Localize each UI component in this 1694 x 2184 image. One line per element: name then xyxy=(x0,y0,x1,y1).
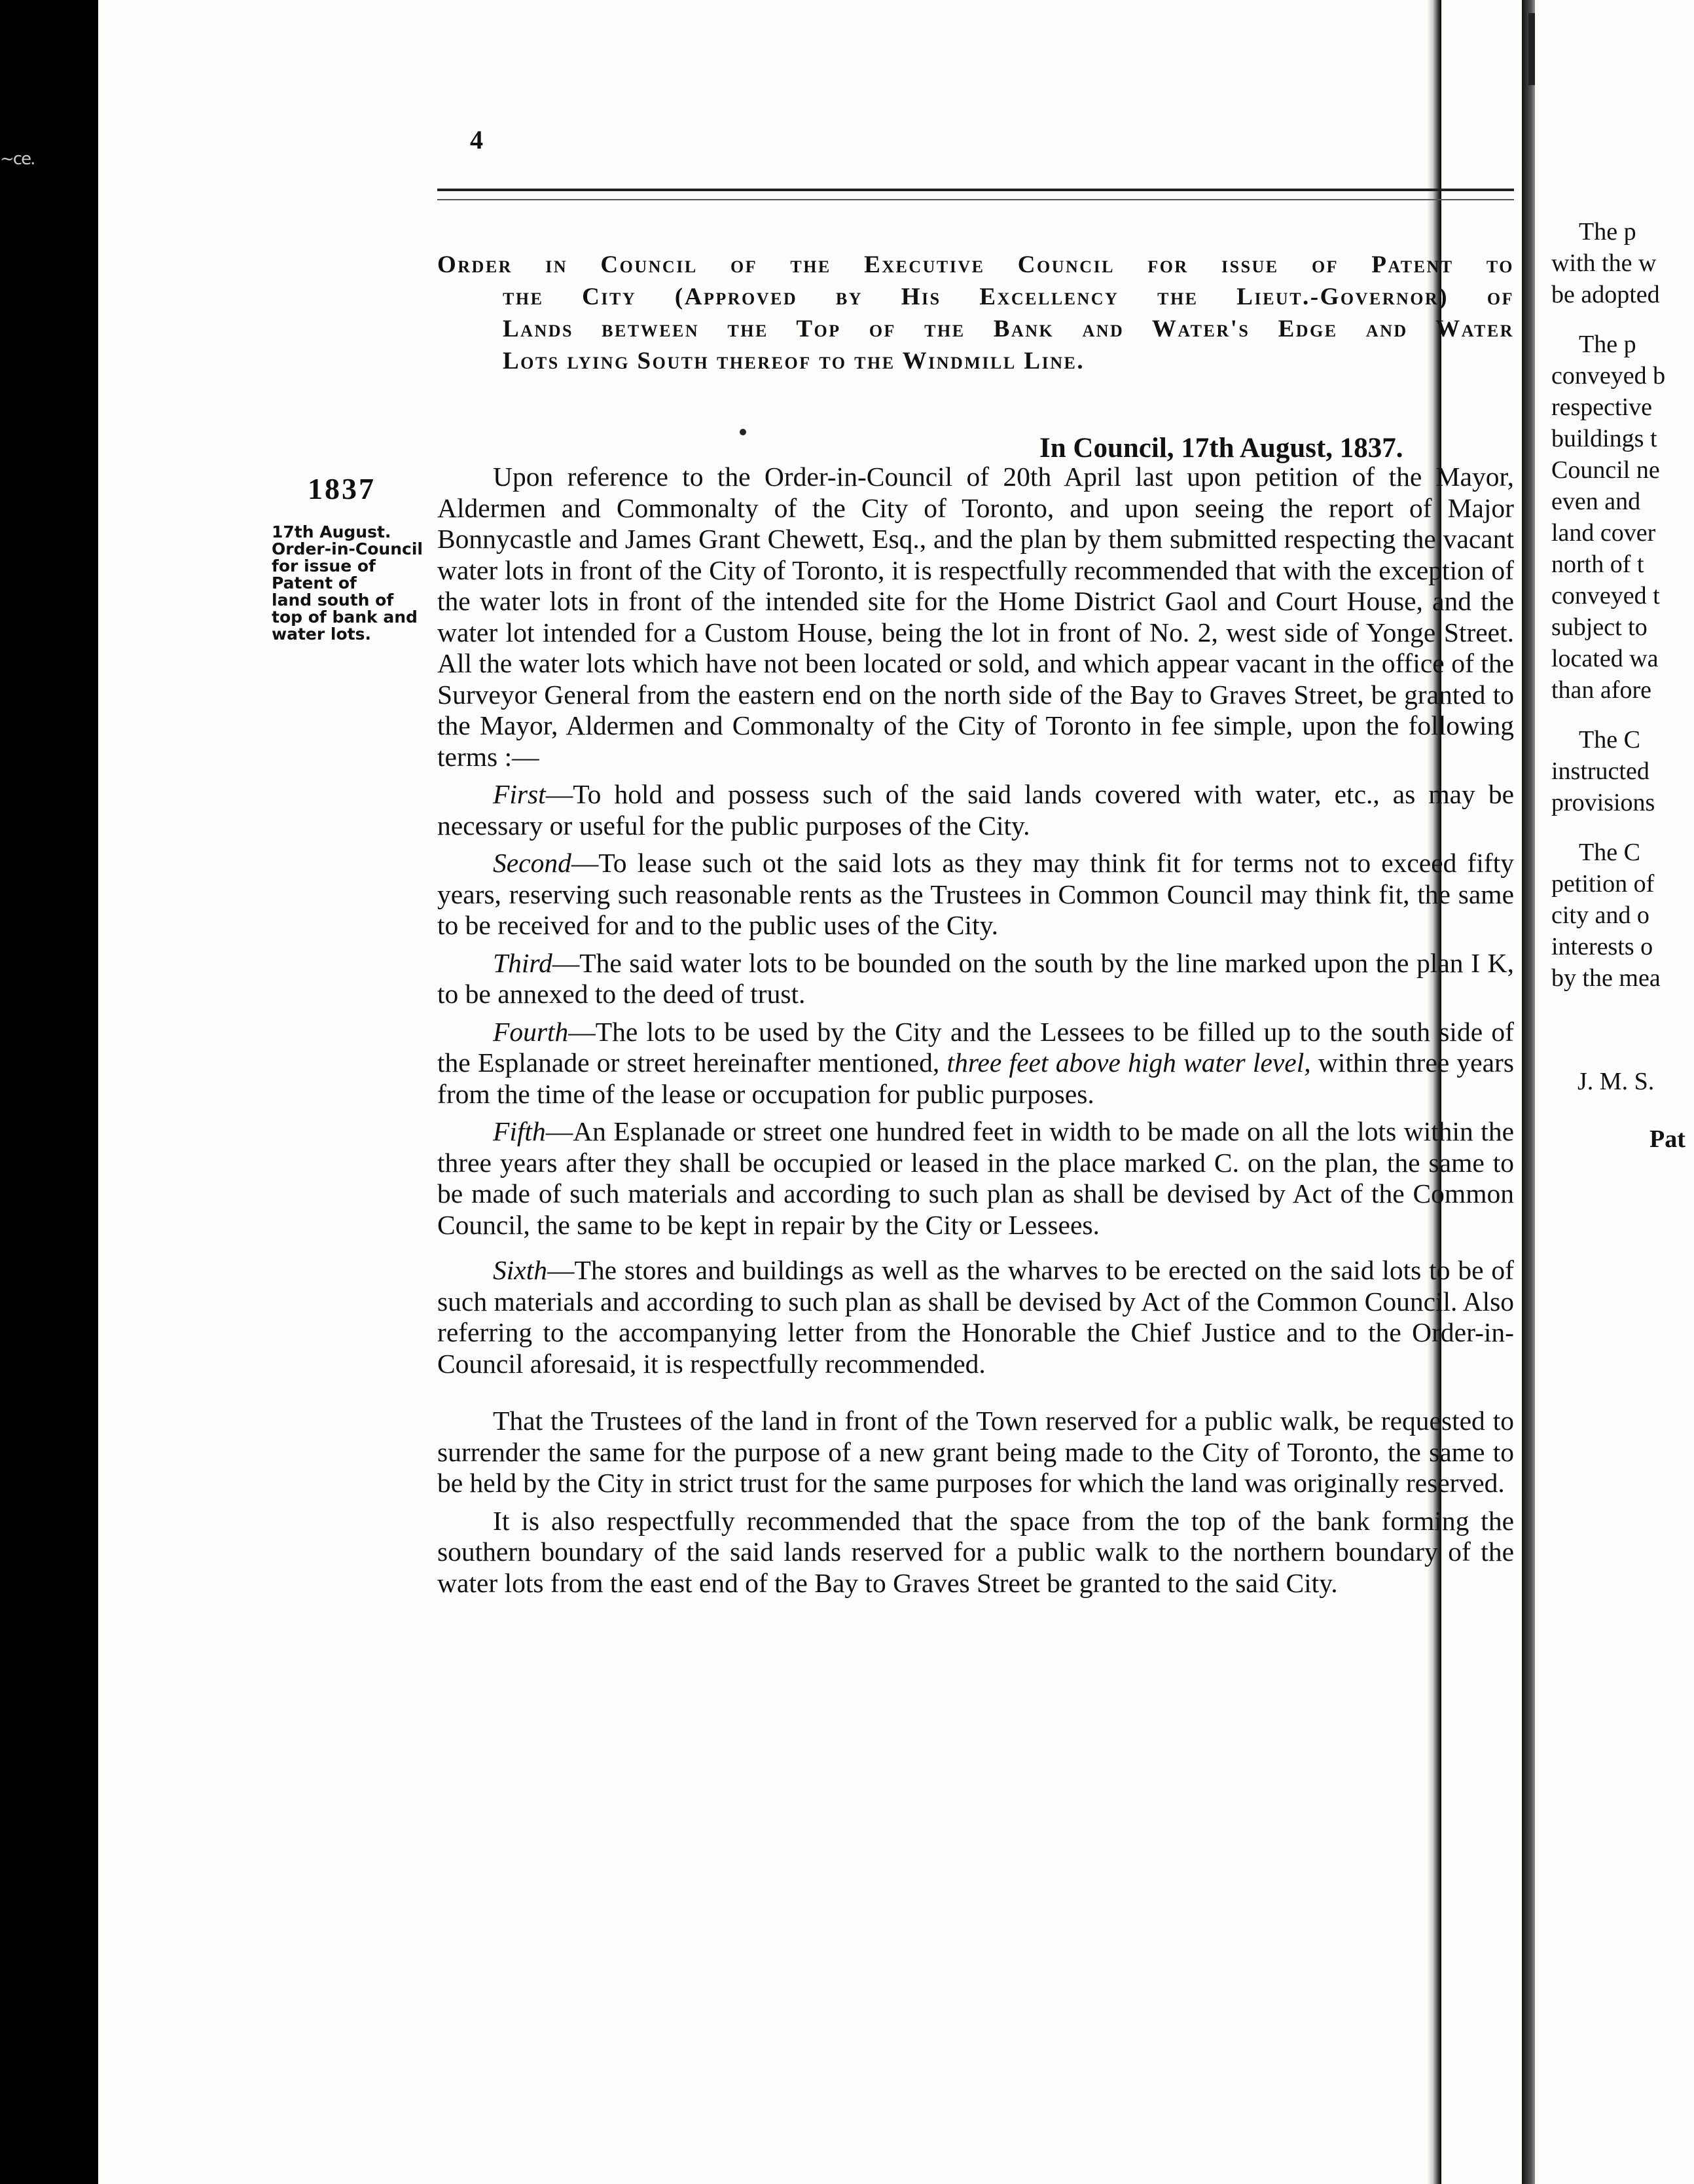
right-page-line: conveyed t xyxy=(1551,582,1660,610)
paragraph-fifth xyxy=(437,1116,1514,1241)
term-text: —To hold and possess such of the said lands covered with water, etc., as may be necessary or useful for the public purposes of the City. xyxy=(437,779,1514,841)
term-text: —The said water lots to be bounded on the south by the line marked upon the plan I K, to be annexed to the deed of trust. xyxy=(437,947,1514,1009)
right-page-line: The C xyxy=(1579,839,1640,866)
term-label: Second xyxy=(493,848,571,878)
term-label: Third xyxy=(493,947,552,978)
right-page-line: Council ne xyxy=(1551,456,1660,484)
right-page-line: Pat xyxy=(1649,1125,1685,1153)
ink-dot xyxy=(740,429,746,435)
paragraph-fourth xyxy=(437,1017,1514,1110)
term-label: Fifth xyxy=(493,1116,546,1146)
right-page-line: by the mea xyxy=(1551,964,1661,992)
term-text: within three years from the time of the lease or occupation for public purposes. xyxy=(437,1047,1514,1109)
term-text: —The lots to be used by the City and the Lessees to be filled up to the south side of the Esplanade or street hereinafter mentioned, xyxy=(437,1016,1514,1078)
sidebar-note-line: water lots. xyxy=(272,625,371,644)
paragraph-sixth xyxy=(437,1255,1514,1379)
right-page-line: north of t xyxy=(1551,551,1644,578)
header-rule xyxy=(437,189,1514,200)
right-page-line: instructed xyxy=(1551,757,1649,785)
right-page-line: respective xyxy=(1551,393,1653,421)
right-page-line: land cover xyxy=(1551,519,1656,547)
right-page-line: The C xyxy=(1579,726,1640,754)
sidebar-note-line: land south of xyxy=(272,591,394,610)
sidebar-note-line: for issue of xyxy=(272,556,376,575)
margin-mark: ~ce. xyxy=(0,149,35,169)
page-number: 4 xyxy=(470,125,483,155)
sidebar-note-line: Patent of xyxy=(272,573,357,592)
sidebar-year: 1837 xyxy=(308,472,376,505)
paragraph-trustees: That the Trustees of the land in front of the Town reserved for a public walk, be requested to surrender the same for the purpose of a new grant being made to the City of Toronto, the same to be held by the City in strict trust for the same purposes for which the land was originally reserved. xyxy=(437,1406,1514,1498)
right-page-line: city and o xyxy=(1551,901,1649,929)
paragraph-third xyxy=(437,948,1514,1010)
right-page-line: with the w xyxy=(1551,249,1657,277)
right-page-line: even and xyxy=(1551,488,1641,515)
right-page-line: buildings t xyxy=(1551,425,1657,452)
paragraph-intro: Upon reference to the Order-in-Council of 20th April last upon petition of the Mayor, Aldermen and Commonalty of the City of Toronto, and upon seeing the report of Major Bonnycastle and James Grant Chewett, Esq., and the plan by them submitted respecting the vacant water lots in front of the City of Toronto, it is respectfully recommended that with the exception of the water lots in front of the intended site for the Home District Gaol and Court House, and the water lot intended for a Custom House, being the lot in front of No. 2, west side of Yonge Street. All the water lots which have not been located or sold, and which appear vacant in the office of the Surveyor General from the eastern end on the north side of the Bay to Graves Street, be granted to the Mayor, Aldermen and Commonalty of the City of Toronto in fee simple, upon the following terms :— xyxy=(437,462,1514,772)
document-title xyxy=(437,249,1514,377)
right-page-line: be adopted xyxy=(1551,281,1660,308)
sidebar-note-line: Order-in-Council xyxy=(272,539,423,558)
sidebar-note-line: 17th August. xyxy=(272,522,391,541)
right-page-text xyxy=(1551,216,1694,1155)
paragraph-space: It is also respectfully recommended that the space from the top of the bank forming the southern boundary of the said lands reserved for a public walk to the northern boundary of the water lots from the east end of the Bay to Graves Street be granted to the said City. xyxy=(437,1505,1514,1598)
term-label: First xyxy=(493,779,546,809)
right-page-line: petition of xyxy=(1551,870,1655,898)
right-page-line: than afore xyxy=(1551,676,1651,704)
paragraph-second xyxy=(437,848,1514,941)
term-text: —To lease such ot the said lots as they may think fit for terms not to exceed fifty years, reserving such reasonable rents as the Trustees in Common Council may think fit, the same to be received for and to the public uses of the City. xyxy=(437,848,1514,940)
right-page-line: located wa xyxy=(1551,645,1659,672)
right-page-line: conveyed b xyxy=(1551,362,1666,390)
body-text xyxy=(437,462,1514,1605)
term-label: Sixth xyxy=(493,1255,547,1285)
sidebar-note xyxy=(272,524,429,643)
term-label: Fourth xyxy=(493,1016,569,1047)
title-line: Order in Council of the Executive Council for issue of Patent to xyxy=(437,251,1514,278)
title-line: Lands between the Top of the Bank and Water's Edge and Water xyxy=(503,316,1514,342)
paragraph-first xyxy=(437,779,1514,841)
right-page-line: interests o xyxy=(1551,933,1653,960)
dateline: In Council, 17th August, 1837. xyxy=(1039,433,1403,464)
sidebar-note-line: top of bank and xyxy=(272,608,418,627)
term-text: —An Esplanade or street one hundred feet in width to be made on all the lots within the three years after they shall be occupied or leased in the place marked C. on the plan, the same to be made of such materials and according to such plan as shall be devised by Act of the Common Council, the same to be kept in repair by the City or Lessees. xyxy=(437,1116,1514,1240)
title-line: Lots lying South thereof to the Windmill Line. xyxy=(503,348,1085,374)
term-emphasis: three feet above high water level, xyxy=(946,1047,1311,1078)
right-page-line: J. M. S. xyxy=(1577,1068,1655,1095)
right-page-line: The p xyxy=(1579,331,1636,358)
right-page-line: The p xyxy=(1579,218,1636,246)
term-text: —The stores and buildings as well as the wharves to be erected on the said lots to be of such materials and according to such plan as shall be devised by Act of the Common Council. Also referring to the accompanying letter from the Honorable the Chief Justice and to the Order-in-Council aforesaid, it is respectfully recommended. xyxy=(437,1255,1514,1379)
right-page-line: subject to xyxy=(1551,613,1648,641)
title-line: the City (Approved by His Excellency the Lieut.-Governor) of xyxy=(503,283,1514,310)
right-page-line: provisions xyxy=(1551,789,1655,816)
